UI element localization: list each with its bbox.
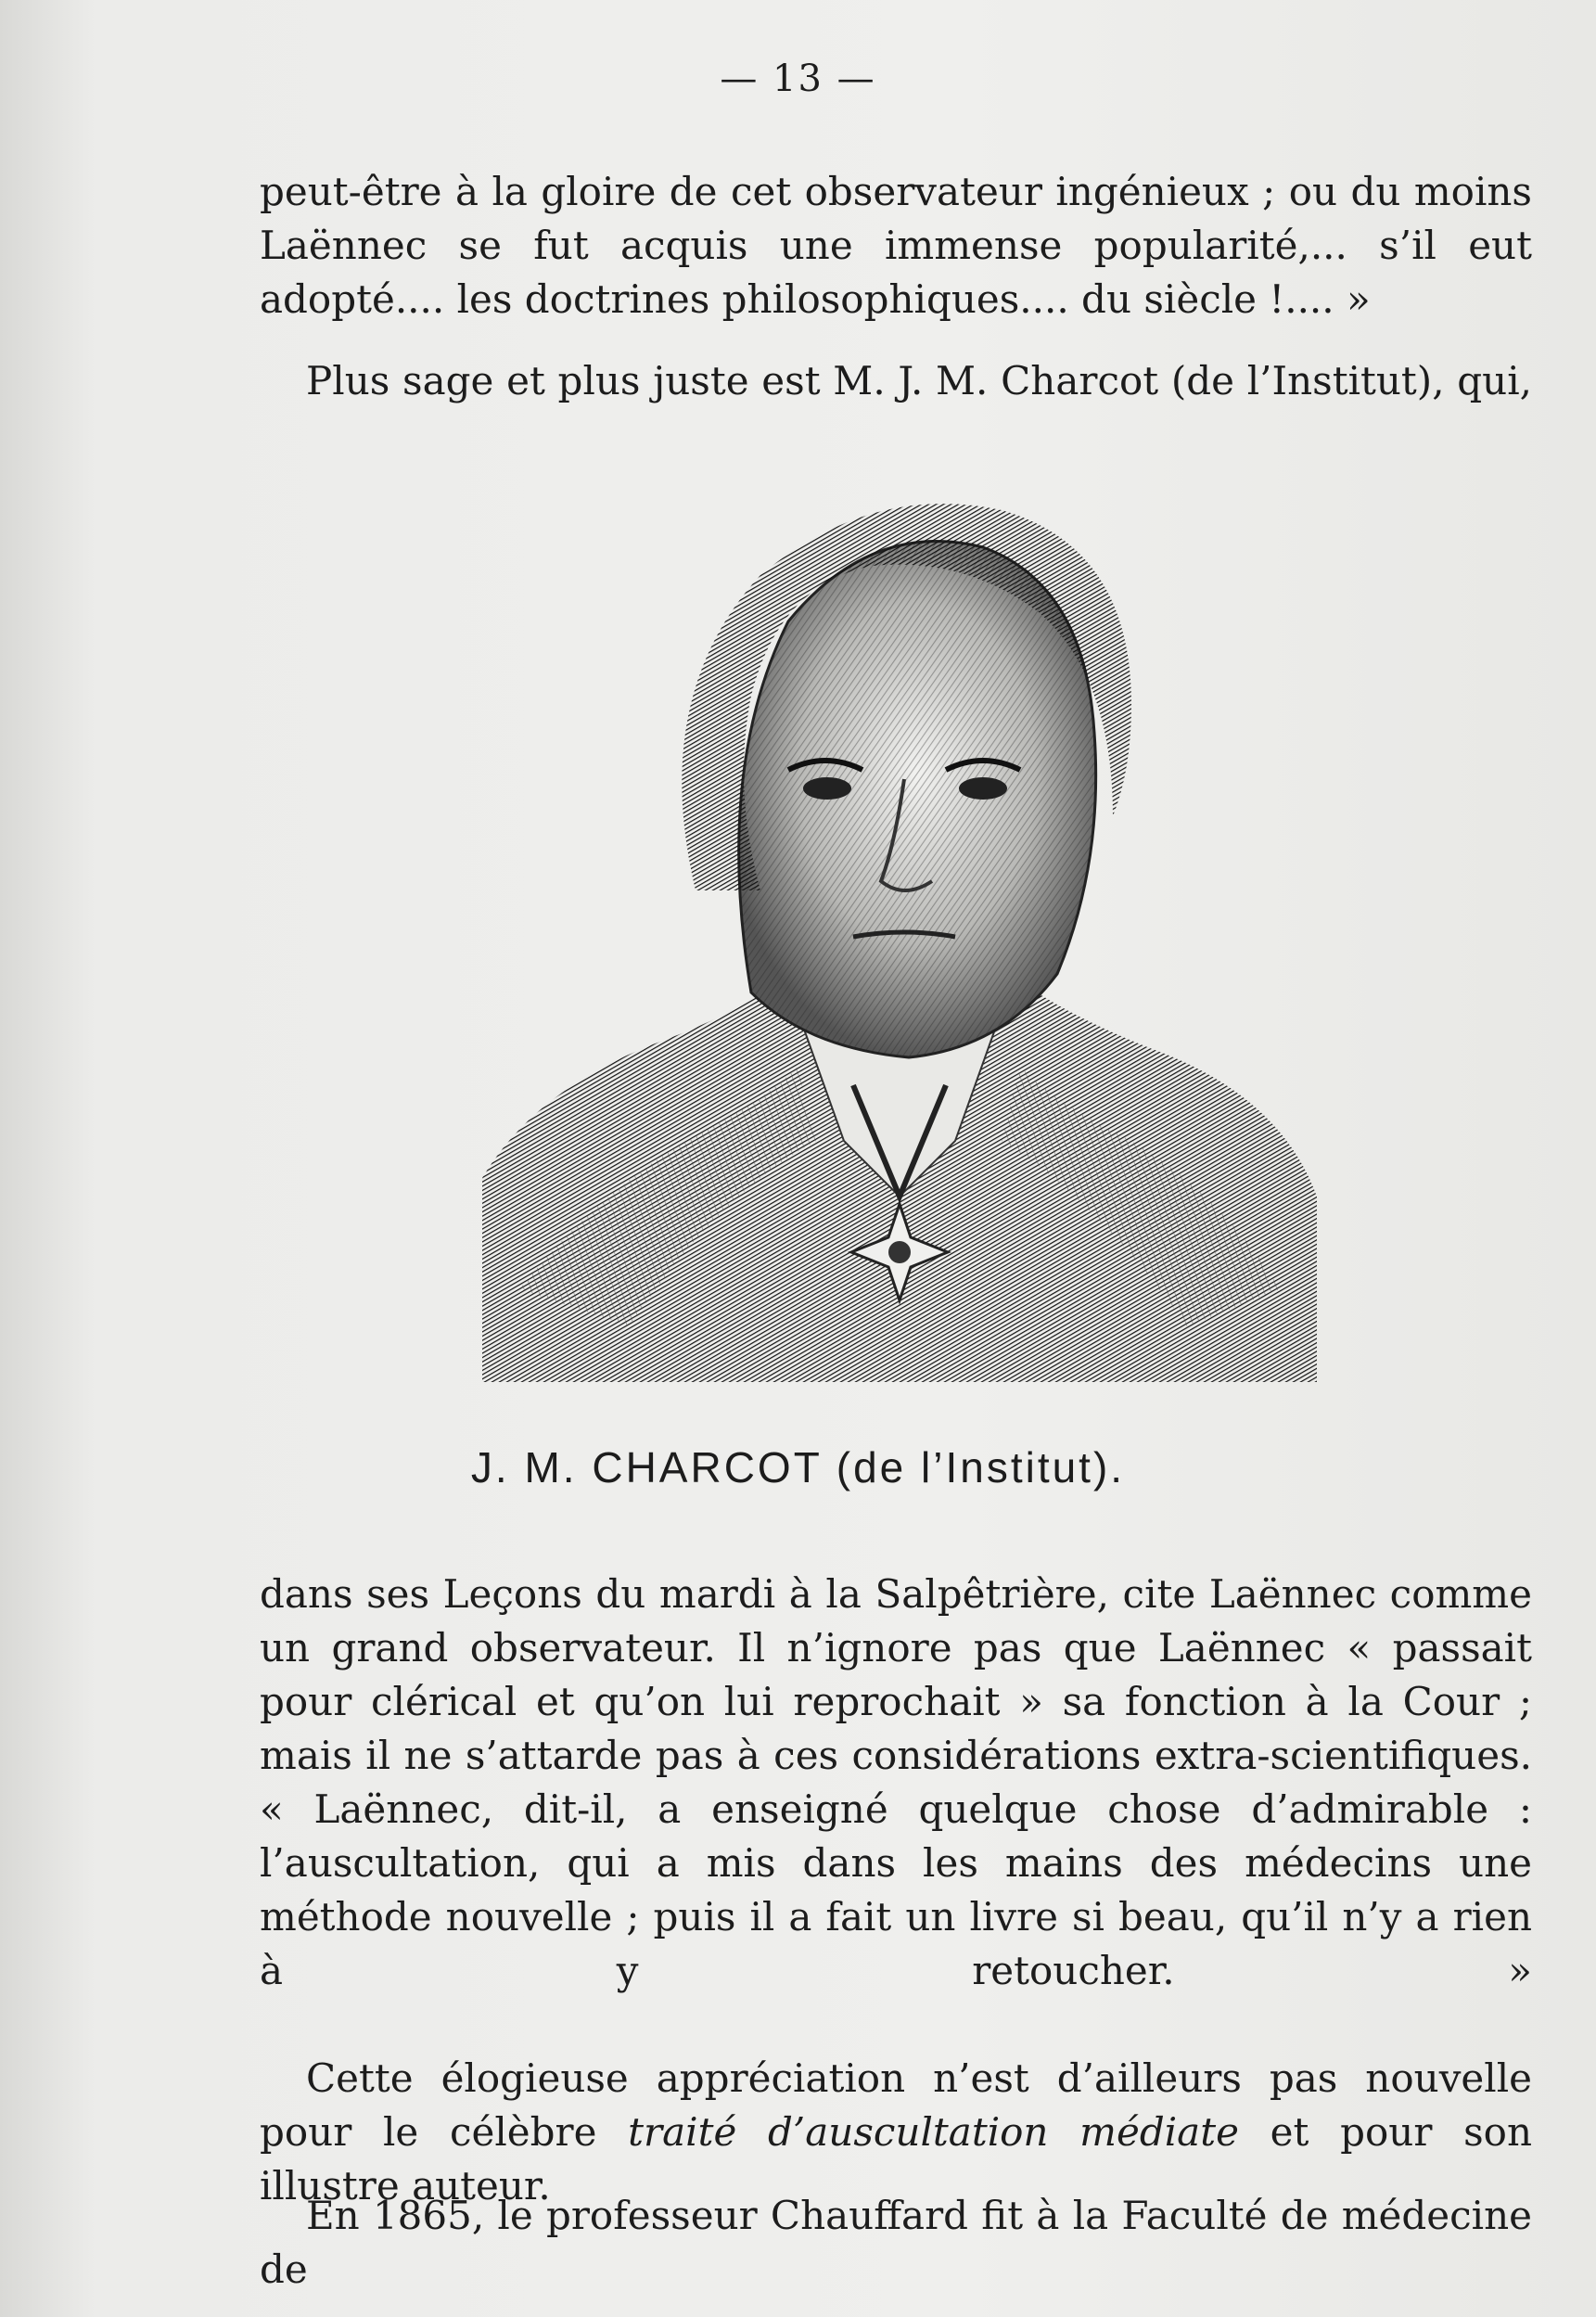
page-number: — 13 — [720,58,876,100]
paragraph-chauffard: En 1865, le professeur Chauffard fit à la Faculté de médecine de [260,2193,1532,2292]
treatise-title: traité d’auscultation médiate [628,2109,1239,2155]
paragraph-continuation: peut-être à la gloire de cet observateur ingénieux ; ou du moins Laënnec se fut acquis une immense popularité,... s’il eut adopté.... les doctrines philosophiques.... du siècle !.... » [260,169,1532,322]
appreciation-text-after: et pour son illustre auteur. [260,2109,1532,2208]
paragraph-charcot-intro: Plus sage et plus juste est M. J. M. Charcot (de l’Institut), qui, [306,358,1532,403]
portrait-caption: J. M. CHARCOT (de l’Institut). [470,1443,1126,1491]
appreciation-text-before: Cette élogieuse appréciation n’est d’ailleurs pas nouvelle pour le célèbre [260,2055,1532,2155]
paragraph-charcot-quote: dans ses Leçons du mardi à la Salpêtrière, cite Laënnec comme un grand observateur. Il n’ignore pas que Laënnec « passait pour clérical et qu’on lui reprochait » sa fonction à la Cour ; mais il ne s’attarde pas à ces considérations extra-scientifiques. « Laënnec, dit-il, a enseigné quelque chose d’admirable : l’auscultation, qui a mis dans les mains des médecins une méthode nouvelle ; puis il a fait un livre si beau, qu’il n’y a rien à y retoucher. » [260,1571,1532,1993]
charcot-portrait-engraving [482,492,1317,1382]
